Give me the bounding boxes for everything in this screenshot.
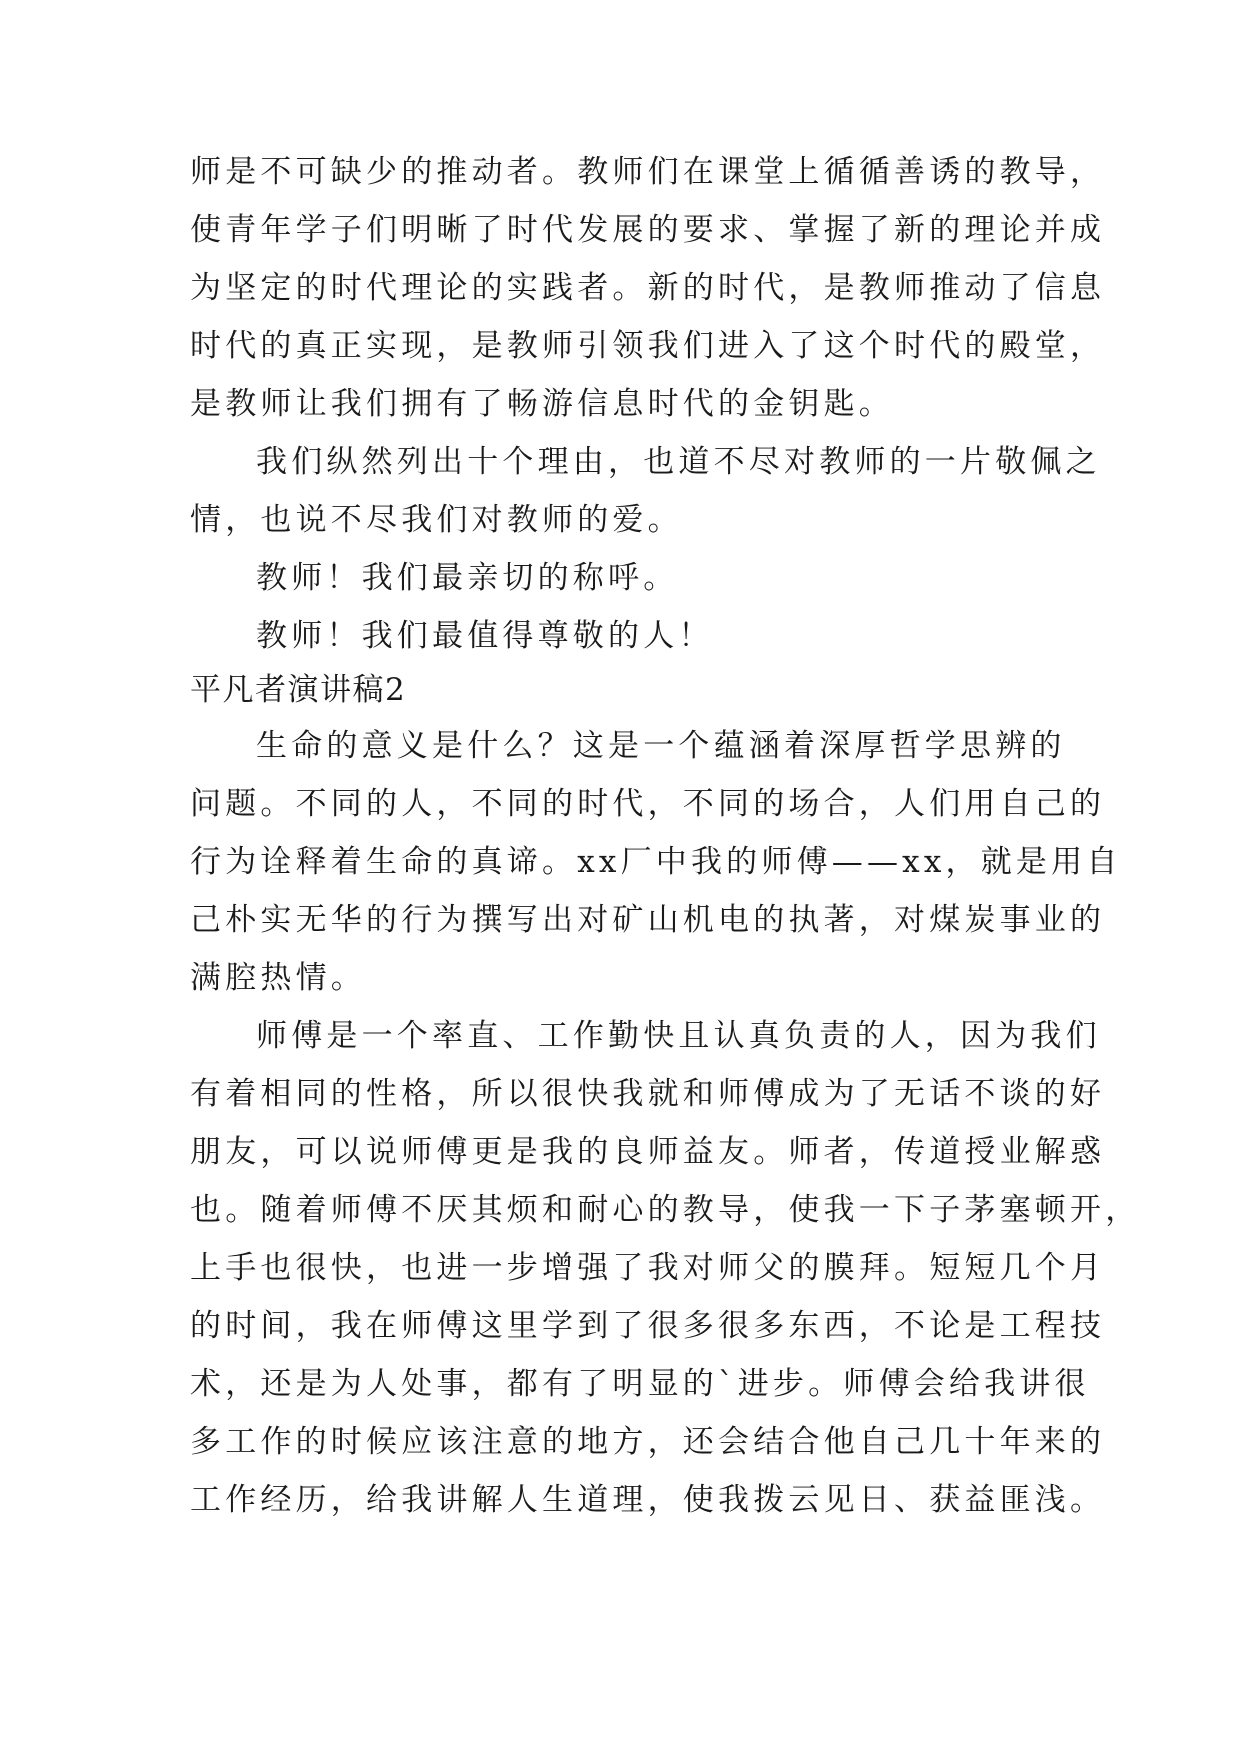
- paragraph-line: 有着相同的性格，所以很快我就和师傅成为了无话不谈的好: [190, 1076, 1106, 1112]
- paragraph-line: 师傅是一个率直、工作勤快且认真负责的人，因为我们: [256, 1018, 1101, 1054]
- paragraph-line: 生命的意义是什么？这是一个蕴涵着深厚哲学思辨的: [256, 728, 1066, 764]
- paragraph-line: 为坚定的时代理论的实践者。新的时代，是教师推动了信息: [190, 270, 1106, 306]
- paragraph-line: 上手也很快，也进一步增强了我对师父的膜拜。短短几个月: [190, 1250, 1106, 1286]
- paragraph-line: 朋友，可以说师傅更是我的良师益友。师者，传道授业解惑: [190, 1134, 1106, 1170]
- paragraph-line: 是教师让我们拥有了畅游信息时代的金钥匙。: [190, 386, 894, 422]
- paragraph-line: 时代的真正实现，是教师引领我们进入了这个时代的殿堂，: [190, 328, 1106, 364]
- paragraph-line: 情，也说不尽我们对教师的爱。: [190, 502, 683, 538]
- paragraph-line: 行为诠释着生命的真谛。xx厂中我的师傅——xx，就是用自: [190, 844, 1122, 880]
- paragraph-line: 师是不可缺少的推动者。教师们在课堂上循循善诱的教导，: [190, 154, 1106, 190]
- paragraph-line: 使青年学子们明晰了时代发展的要求、掌握了新的理论并成: [190, 212, 1106, 248]
- paragraph-line: 教师！我们最值得尊敬的人！: [256, 618, 714, 654]
- paragraph-line: 教师！我们最亲切的称呼。: [256, 560, 679, 596]
- paragraph-line: 工作经历，给我讲解人生道理，使我拨云见日、获益匪浅。: [190, 1482, 1106, 1518]
- paragraph-line: 多工作的时候应该注意的地方，还会结合他自己几十年来的: [190, 1424, 1106, 1460]
- paragraph-line: 己朴实无华的行为撰写出对矿山机电的执著，对煤炭事业的: [190, 902, 1106, 938]
- paragraph-line: 我们纵然列出十个理由，也道不尽对教师的一片敬佩之: [256, 444, 1101, 480]
- paragraph-line: 的时间，我在师傅这里学到了很多很多东西，不论是工程技: [190, 1308, 1106, 1344]
- paragraph-line: 术，还是为人处事，都有了明显的`进步。师傅会给我讲很: [190, 1366, 1090, 1402]
- paragraph-line: 满腔热情。: [190, 960, 366, 996]
- paragraph-line: 也。随着师傅不厌其烦和耐心的教导，使我一下子茅塞顿开，: [190, 1192, 1141, 1228]
- paragraph-line: 问题。不同的人，不同的时代，不同的场合，人们用自己的: [190, 786, 1106, 822]
- section-heading: 平凡者演讲稿2: [190, 672, 407, 708]
